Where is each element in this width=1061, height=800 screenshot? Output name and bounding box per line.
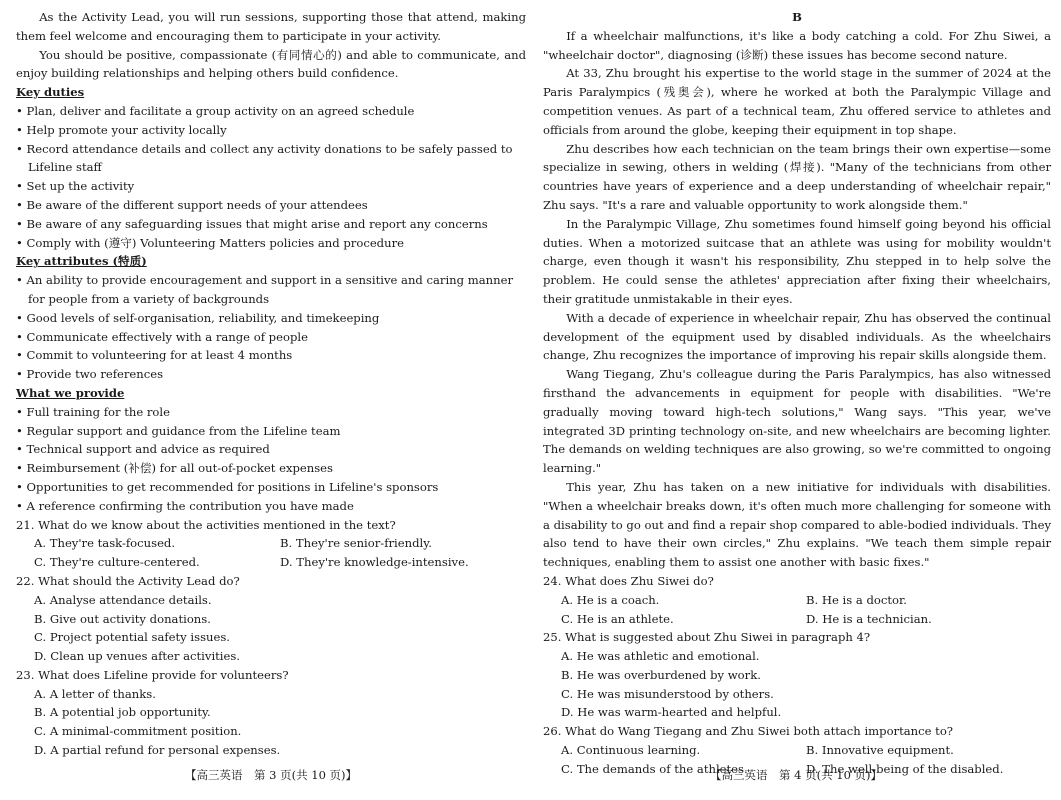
attribute-item: • An ability to provide encouragement and support in a sensitive and caring manner for people from a variety of backgrounds xyxy=(16,273,513,306)
passage-paragraph: At 33, Zhu brought his expertise to the world stage in the summer of 2024 at the Paris Paralympics (残奥会), where he worked at both the Paralympic Village and competition venues. As part of a technical team, Zhu offered service to athletes and officials from around the globe, keeping their equipment in top shape. xyxy=(543,66,1051,137)
option-a: A. He was athletic and emotional. xyxy=(561,649,760,664)
question-25-options xyxy=(543,647,1051,722)
option-d: D. Clean up venues after activities. xyxy=(34,649,241,664)
duty-item: • Record attendance details and collect any activity donations to be safely passed to Lifeline staff xyxy=(16,141,513,175)
question-21-options xyxy=(16,534,526,572)
option-b: B. Give out activity donations. xyxy=(34,611,211,626)
passage-paragraph: If a wheelchair malfunctions, it's like a body catching a cold. For Zhu Siwei, a "wheelchair doctor", diagnosing (诊断) these issues has become second nature. xyxy=(543,28,1051,62)
provide-item: • Technical support and advice as required xyxy=(16,442,270,457)
option-d: D. The well-being of the disabled. xyxy=(806,761,1004,776)
option-b: B. He was overburdened by work. xyxy=(561,667,761,682)
key-attributes-heading: Key attributes (特质) xyxy=(16,254,147,269)
intro-paragraph: You should be positive, compassionate (有同情心的) and able to communicate, and enjoy building relationships and helping others build confidence. xyxy=(16,47,526,81)
attribute-item: • Good levels of self-organisation, reliability, and timekeeping xyxy=(16,310,380,325)
option-a: A. He is a coach. xyxy=(561,592,660,607)
question-23-stem: 23. What does Lifeline provide for volunteers? xyxy=(16,667,289,682)
option-a: A. Analyse attendance details. xyxy=(34,592,212,607)
provide-item: • Opportunities to get recommended for positions in Lifeline's sponsors xyxy=(16,479,439,494)
option-b: B. A potential job opportunity. xyxy=(34,705,211,720)
option-c: C. The demands of the athletes. xyxy=(561,761,748,776)
option-b: B. He is a doctor. xyxy=(806,592,907,607)
provide-item: • Regular support and guidance from the Lifeline team xyxy=(16,423,341,438)
question-22-options xyxy=(16,591,526,666)
provide-item: • Reimbursement (补偿) for all out-of-pocket expenses xyxy=(16,461,333,476)
option-c: C. He was misunderstood by others. xyxy=(561,686,774,701)
duty-item: • Plan, deliver and facilitate a group activity on an agreed schedule xyxy=(16,103,415,118)
option-d: D. He is a technician. xyxy=(806,611,932,626)
attribute-item: • Provide two references xyxy=(16,367,164,382)
intro-paragraph: As the Activity Lead, you will run sessions, supporting those that attend, making them feel welcome and encouraging them to participate in your activity. xyxy=(16,10,526,43)
question-26-stem: 26. What do Wang Tiegang and Zhu Siwei both attach importance to? xyxy=(543,724,954,739)
right-column xyxy=(543,8,1051,779)
page-footer-right: 【高三英语 第 4 页(共 10 页)】 xyxy=(710,768,883,782)
duty-item: • Comply with (遵守) Volunteering Matters policies and procedure xyxy=(16,235,404,250)
question-25-stem: 25. What is suggested about Zhu Siwei in paragraph 4? xyxy=(543,630,871,645)
duty-item: • Help promote your activity locally xyxy=(16,122,227,137)
passage-paragraph: With a decade of experience in wheelchair repair, Zhu has observed the continual development of the equipment used by disabled individuals. As the wheelchairs change, Zhu recognizes the importance of improving his repair skills alongside them. xyxy=(543,310,1051,363)
option-c: C. A minimal-commitment position. xyxy=(34,724,242,739)
what-we-provide-heading: What we provide xyxy=(16,385,125,400)
left-column xyxy=(16,8,526,760)
duty-item: • Be aware of any safeguarding issues that might arise and report any concerns xyxy=(16,216,488,231)
question-23-options xyxy=(16,685,526,760)
option-c: C. They're culture-centered. xyxy=(34,555,200,570)
attribute-item: • Communicate effectively with a range of people xyxy=(16,329,308,344)
option-a: A. They're task-focused. xyxy=(34,536,176,551)
duty-item: • Be aware of the different support needs of your attendees xyxy=(16,197,368,212)
provide-item: • A reference confirming the contribution you have made xyxy=(16,498,354,513)
option-b: B. They're senior-friendly. xyxy=(280,536,432,551)
option-d: D. They're knowledge-intensive. xyxy=(280,555,469,570)
option-c: C. Project potential safety issues. xyxy=(34,630,230,645)
question-21-stem: 21. What do we know about the activities mentioned in the text? xyxy=(16,517,396,532)
page-footer-left: 【高三英语 第 3 页(共 10 页)】 xyxy=(185,768,358,782)
question-22-stem: 22. What should the Activity Lead do? xyxy=(16,573,240,588)
option-b: B. Innovative equipment. xyxy=(806,743,954,758)
question-24-options xyxy=(543,591,1051,629)
option-d: D. He was warm-hearted and helpful. xyxy=(561,705,782,720)
section-letter: B xyxy=(792,10,802,24)
provide-item: • Full training for the role xyxy=(16,404,170,419)
passage-paragraph: Zhu describes how each technician on the team brings their own expertise—some specialize in sewing, others in welding (焊接). "Many of the technicians from other countries have years of experience and a deep understanding of wheelchair repair," Zhu says. "It's a rare and valuable opportunity to work alongside them." xyxy=(543,141,1051,212)
passage-paragraph: Wang Tiegang, Zhu's colleague during the Paris Paralympics, has also witnessed firsthand the advancements in equipment for people with disabilities. "We're gradually moving toward high-tech solutions," Wang says. "This year, we've integrated 3D printing technology on-site, and new wheelchairs are becoming lighter. The demands on welding techniques are also growing, so we're committed to ongoing learning." xyxy=(543,367,1051,476)
duty-item: • Set up the activity xyxy=(16,179,135,194)
key-duties-heading: Key duties xyxy=(16,85,85,100)
option-d: D. A partial refund for personal expenses. xyxy=(34,743,281,758)
passage-paragraph: This year, Zhu has taken on a new initiative for individuals with disabilities. "When a wheelchair breaks down, it's often much more challenging for someone with a disability to go out and find a repair shop compared to able-bodied individuals. They also tend to have their own circles," Zhu explains. "We teach them simple repair techniques, enabling them to assist one another with basic fixes." xyxy=(543,479,1051,570)
option-a: A. Continuous learning. xyxy=(561,743,701,758)
question-24-stem: 24. What does Zhu Siwei do? xyxy=(543,573,714,588)
option-c: C. He is an athlete. xyxy=(561,611,674,626)
option-a: A. A letter of thanks. xyxy=(34,686,156,701)
passage-paragraph: In the Paralympic Village, Zhu sometimes found himself going beyond his official duties. When a motorized suitcase that an athlete was using for mobility wouldn't charge, even though it wasn't his responsibility, Zhu stepped in to help solve the problem. He could sense the athletes' appreciation after fixing their wheelchairs, their gratitude unmistakable in their eyes. xyxy=(543,216,1051,306)
attribute-item: • Commit to volunteering for at least 4 months xyxy=(16,348,293,363)
